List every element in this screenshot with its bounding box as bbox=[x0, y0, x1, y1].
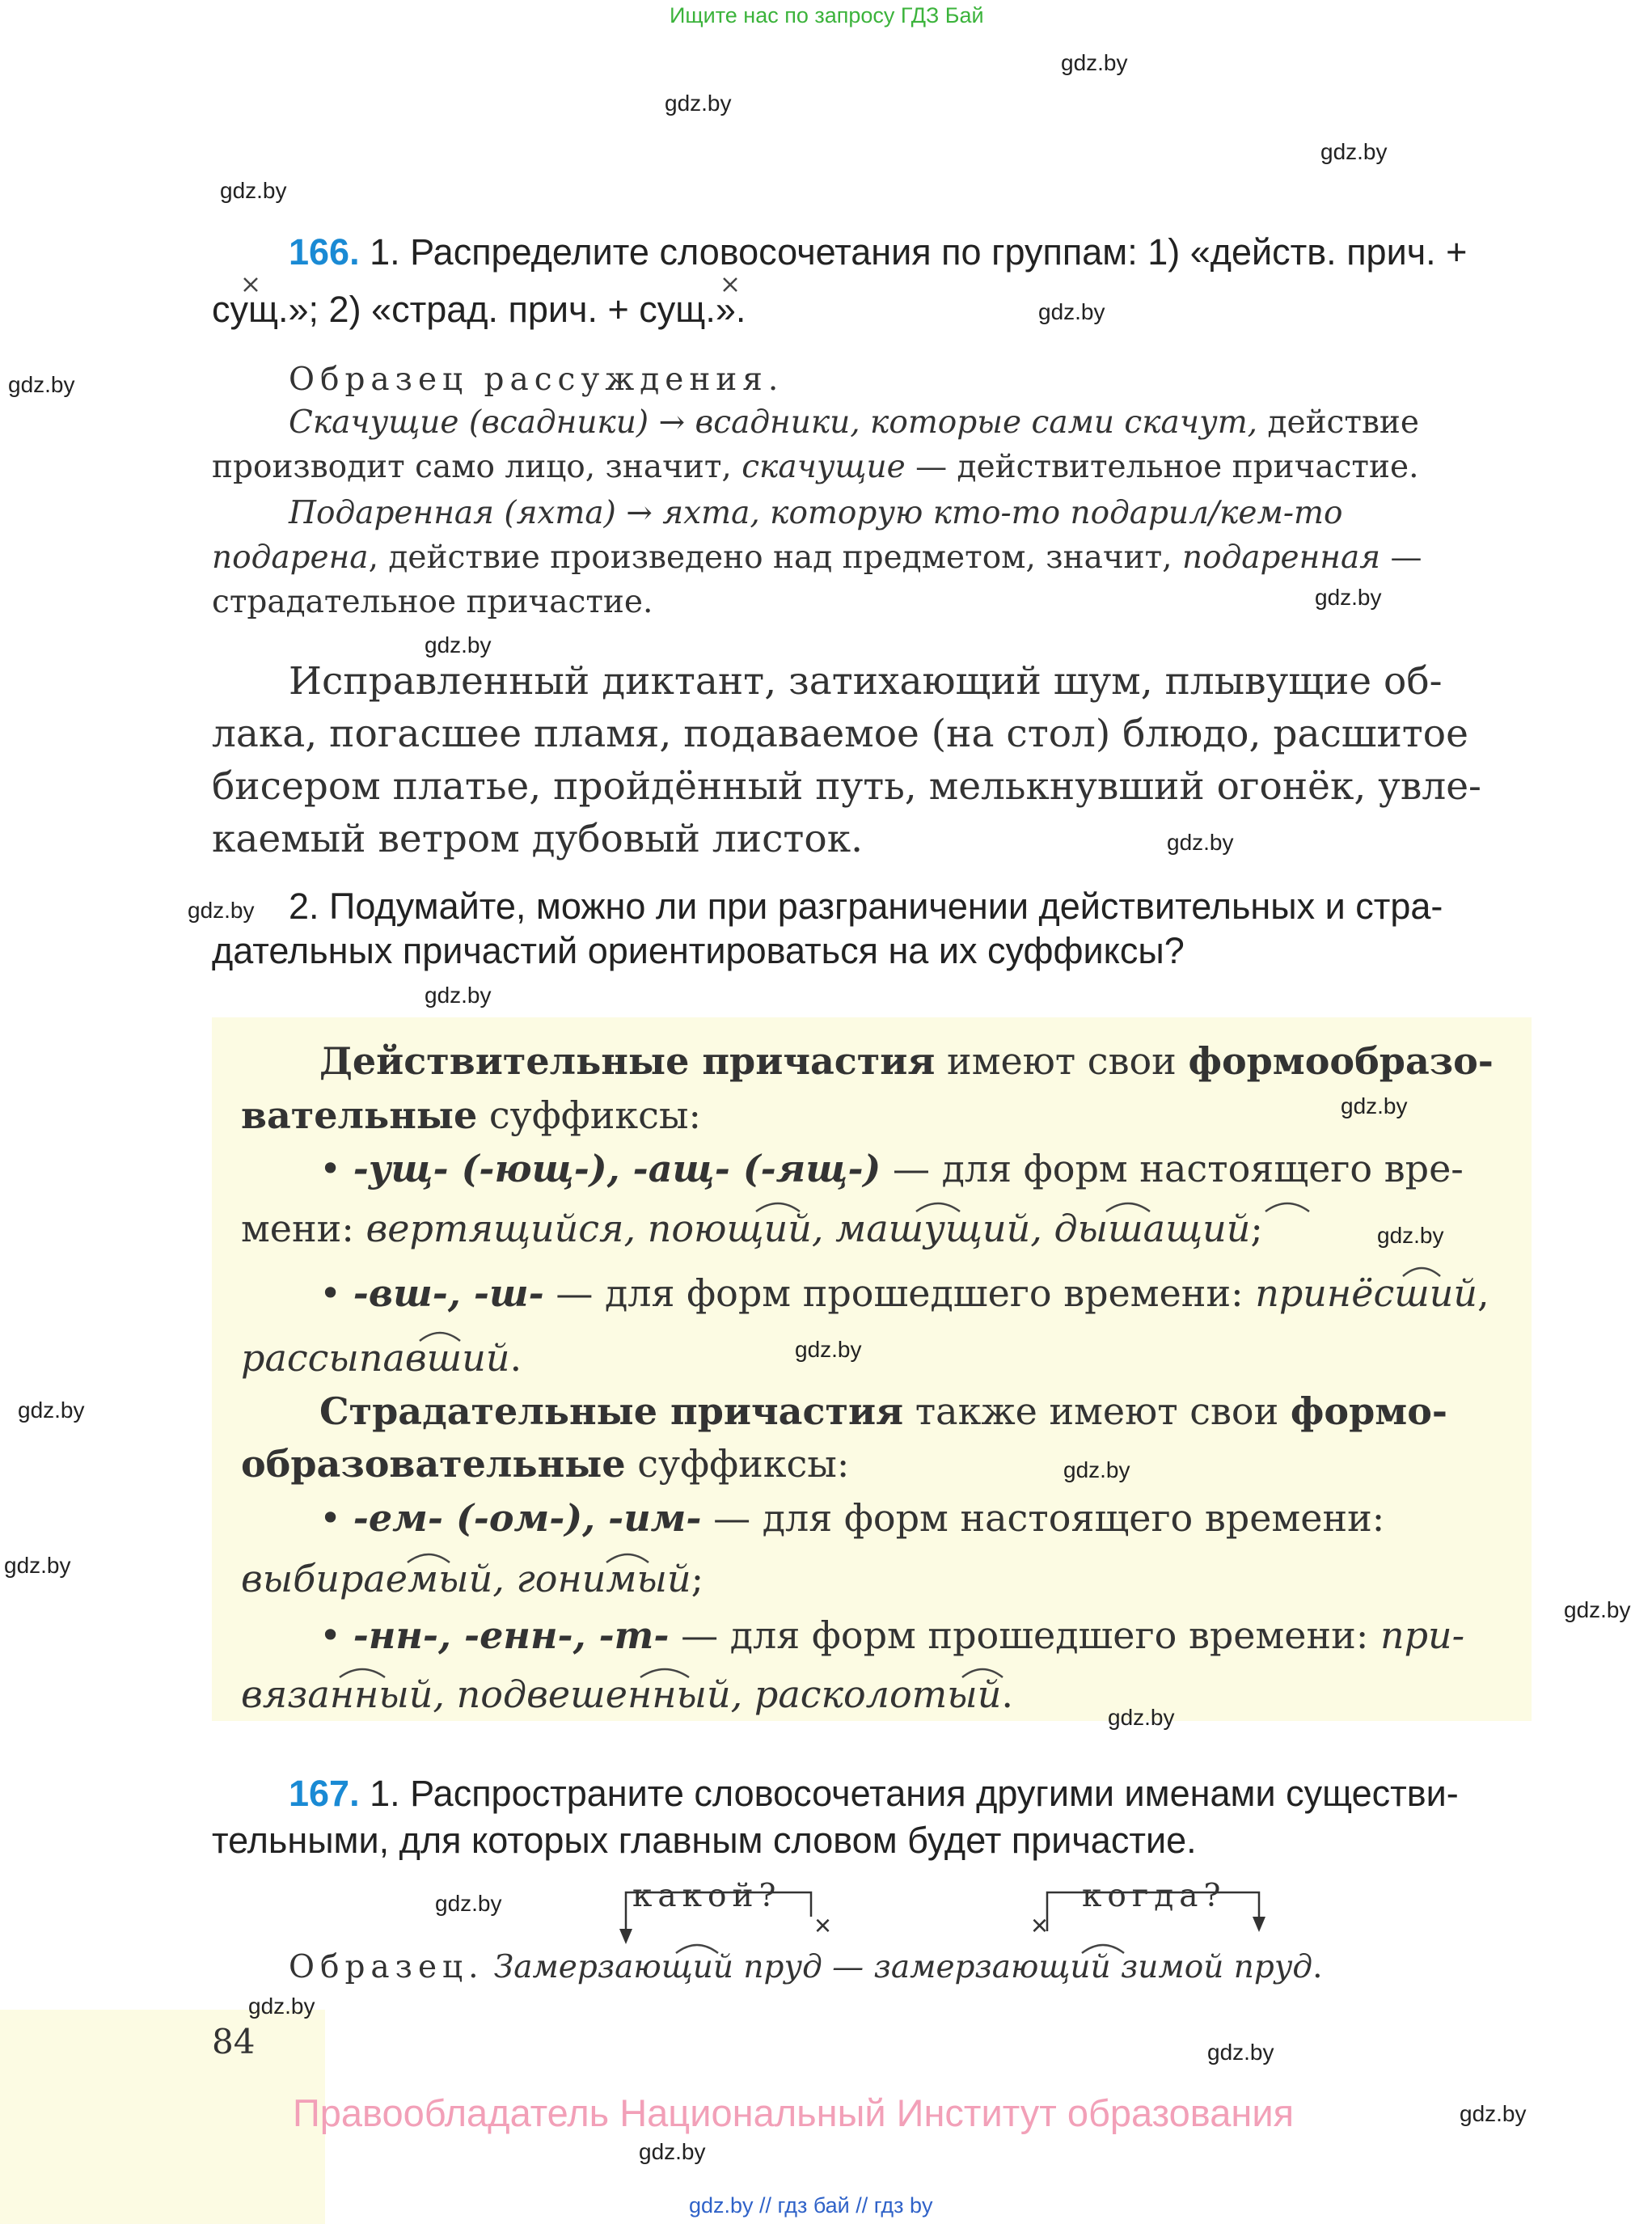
rule-text: ; bbox=[1250, 1207, 1263, 1250]
suffix-list: -вш-, -ш- bbox=[353, 1271, 544, 1315]
watermark: gdz.by bbox=[1108, 1705, 1175, 1730]
watermark: gdz.by bbox=[1038, 299, 1105, 324]
rule-term: формообразо- bbox=[1188, 1039, 1494, 1083]
bullet: • bbox=[319, 1613, 342, 1657]
copyright-footer: Правообладатель Национальный Институт образования bbox=[293, 2091, 1295, 2134]
cross-mark-main-word: × bbox=[814, 1909, 832, 1942]
phrase-list-line2: лака, погасшее пламя, подаваемое (на стол) блюдо, расшитое bbox=[212, 712, 1468, 756]
rule-text: суффиксы: bbox=[477, 1093, 701, 1137]
watermark: gdz.by bbox=[1063, 1457, 1130, 1482]
sample-line4 bbox=[212, 539, 1422, 576]
rule-examples: рассыпавший bbox=[241, 1336, 510, 1380]
page-corner-shade bbox=[0, 2010, 325, 2224]
sample-text: производит само лицо, значит, bbox=[212, 449, 742, 485]
sample-text: . bbox=[1312, 1949, 1323, 1985]
ex167-intro-line1 bbox=[289, 1773, 1459, 1815]
sample-line3 bbox=[289, 495, 1342, 531]
ex166-intro-line1 bbox=[289, 231, 1467, 273]
watermark: gdz.by bbox=[1460, 2101, 1527, 2126]
sample-text: — bbox=[1380, 539, 1422, 576]
rule-text: — для форм настоящего вре- bbox=[881, 1147, 1464, 1190]
watermark: gdz.by bbox=[639, 2139, 706, 2164]
rule-text: — для форм прошедшего времени: bbox=[669, 1613, 1380, 1657]
rule-examples: выбираемый, гонимый bbox=[241, 1557, 691, 1600]
watermark: gdz.by bbox=[220, 178, 287, 203]
rule-examples: принёсший bbox=[1255, 1271, 1478, 1315]
watermark: gdz.by bbox=[795, 1337, 862, 1362]
watermark: gdz.by bbox=[1320, 139, 1388, 164]
rule-text: мени: bbox=[241, 1207, 366, 1250]
rule-line6 bbox=[241, 1336, 522, 1380]
exercise-number: 166. bbox=[289, 231, 360, 273]
suffix-list: -ущ- (-ющ-), -ащ- (-ящ-) bbox=[353, 1147, 881, 1190]
bullet: • bbox=[319, 1147, 342, 1190]
rule-examples: вертящийся, поющий, машущий, дышащий bbox=[365, 1207, 1251, 1250]
watermark: gdz.by bbox=[1061, 50, 1128, 75]
sample-italic: Подаренная (яхта) → яхта, которую кто-то подарил/кем-то bbox=[289, 495, 1343, 531]
ex166-intro-line2: сущ.»; 2) «страд. прич. + сущ.». bbox=[212, 289, 746, 330]
rule-line12 bbox=[241, 1672, 1013, 1716]
bullet: • bbox=[319, 1271, 342, 1315]
rule-line1 bbox=[319, 1039, 1494, 1083]
watermark: gdz.by bbox=[1315, 585, 1382, 610]
phrase-list-line4: каемый ветром дубовый листок. bbox=[212, 817, 864, 861]
suffix-list: -нн-, -енн-, -т- bbox=[353, 1613, 670, 1657]
sample-italic: Скачущие (всадники) → всадники, которые сами скачут, bbox=[289, 404, 1258, 441]
ex167-task-text: 1. Распространите словосочетания другими именами существи- bbox=[370, 1773, 1459, 1814]
bullet: • bbox=[319, 1496, 342, 1540]
rule-text: ; bbox=[691, 1557, 704, 1600]
phrase-list-line3: бисером платье, пройдённый путь, мелькнувший огонёк, увле- bbox=[212, 764, 1481, 809]
phrase-list-line1: Исправленный диктант, затихающий шум, плывущие об- bbox=[289, 659, 1443, 704]
sample-text: , действие произведено над предметом, значит, bbox=[368, 539, 1182, 576]
rule-text: — для форм настоящего времени: bbox=[701, 1496, 1385, 1540]
watermark: gdz.by bbox=[18, 1397, 85, 1423]
watermark: gdz.by bbox=[1564, 1597, 1631, 1622]
rule-term: Действительные причастия bbox=[319, 1039, 936, 1083]
watermark: gdz.by bbox=[435, 1891, 502, 1916]
page-number: 84 bbox=[212, 2022, 256, 2061]
rule-line2 bbox=[241, 1093, 701, 1137]
ex167-sample bbox=[289, 1949, 1323, 1985]
arrow-head-icon bbox=[619, 1917, 1265, 1944]
ex167-intro-line2: тельными, для которых главным словом будет причастие. bbox=[212, 1820, 1197, 1861]
suffix-list: -ем- (-ом-), -им- bbox=[353, 1496, 702, 1540]
rule-line9 bbox=[319, 1496, 1384, 1540]
sample-italic: подаренная bbox=[1181, 539, 1381, 576]
watermark: gdz.by bbox=[248, 1994, 315, 2019]
sample-italic: скачущие bbox=[741, 449, 906, 485]
top-search-link[interactable]: Ищите нас по запросу ГДЗ Бай bbox=[670, 3, 984, 27]
sample-line1 bbox=[289, 404, 1419, 441]
rule-text: — для форм прошедшего времени: bbox=[543, 1271, 1256, 1315]
sample-line5: страдательное причастие. bbox=[212, 584, 653, 620]
ex166-task2-line2: дательных причастий ориентироваться на их суффиксы? bbox=[212, 930, 1185, 971]
sample-line2 bbox=[212, 449, 1418, 485]
rule-line11 bbox=[319, 1613, 1464, 1657]
watermark: gdz.by bbox=[1377, 1223, 1444, 1248]
watermark: gdz.by bbox=[8, 372, 75, 397]
watermark: gdz.by bbox=[1207, 2040, 1274, 2065]
rule-line10 bbox=[241, 1557, 703, 1600]
rule-line3 bbox=[319, 1147, 1464, 1190]
sample-title: Образец рассуждения. bbox=[289, 362, 784, 398]
rule-term: Страдательные причастия bbox=[319, 1389, 904, 1433]
sample-italic: подарена bbox=[212, 539, 369, 576]
rule-examples: при- bbox=[1379, 1613, 1465, 1657]
watermark: gdz.by bbox=[1341, 1093, 1408, 1118]
rule-text: . bbox=[509, 1336, 522, 1380]
sample-text: — действительное причастие. bbox=[905, 449, 1419, 485]
ex166-task2-line1: 2. Подумайте, можно ли при разграничении действительных и стра- bbox=[289, 886, 1443, 927]
watermark: gdz.by bbox=[188, 898, 255, 923]
rule-examples: вязанный, подвешенный, расколотый bbox=[241, 1672, 1002, 1716]
watermark: gdz.by bbox=[4, 1553, 71, 1578]
watermark: gdz.by bbox=[665, 91, 732, 116]
watermark: gdz.by bbox=[425, 983, 492, 1008]
rule-term: образовательные bbox=[241, 1442, 626, 1486]
cross-mark-main-word: × bbox=[1031, 1909, 1049, 1942]
question-label-when: когда? bbox=[1082, 1878, 1227, 1914]
rule-term: вательные bbox=[241, 1093, 478, 1137]
rule-text: суффиксы: bbox=[625, 1442, 850, 1486]
sample-text: действие bbox=[1257, 404, 1420, 441]
watermark: gdz.by bbox=[1167, 830, 1234, 855]
rule-line8 bbox=[241, 1442, 849, 1486]
rule-line4 bbox=[241, 1207, 1263, 1250]
question-label-which: какой? bbox=[632, 1878, 782, 1914]
rule-text: , bbox=[1477, 1271, 1489, 1315]
sample-label: Образец. bbox=[289, 1949, 484, 1985]
rule-text: имеют свои bbox=[935, 1039, 1189, 1083]
ex166-task-text: 1. Распределите словосочетания по группам: 1) «действ. прич. + bbox=[370, 231, 1468, 273]
rule-line7 bbox=[319, 1389, 1447, 1433]
exercise-number: 167. bbox=[289, 1773, 360, 1814]
rule-text: . bbox=[1001, 1672, 1013, 1716]
sample-italic: Замерзающий пруд — замерзающий зимой пруд bbox=[493, 1949, 1313, 1985]
rule-text: также имеют свои bbox=[903, 1389, 1291, 1433]
watermark: gdz.by bbox=[425, 632, 492, 657]
bottom-links[interactable]: gdz.by // гдз бай // гдз by bbox=[689, 2193, 933, 2218]
rule-term: формо- bbox=[1290, 1389, 1447, 1433]
rule-line5 bbox=[319, 1271, 1489, 1315]
